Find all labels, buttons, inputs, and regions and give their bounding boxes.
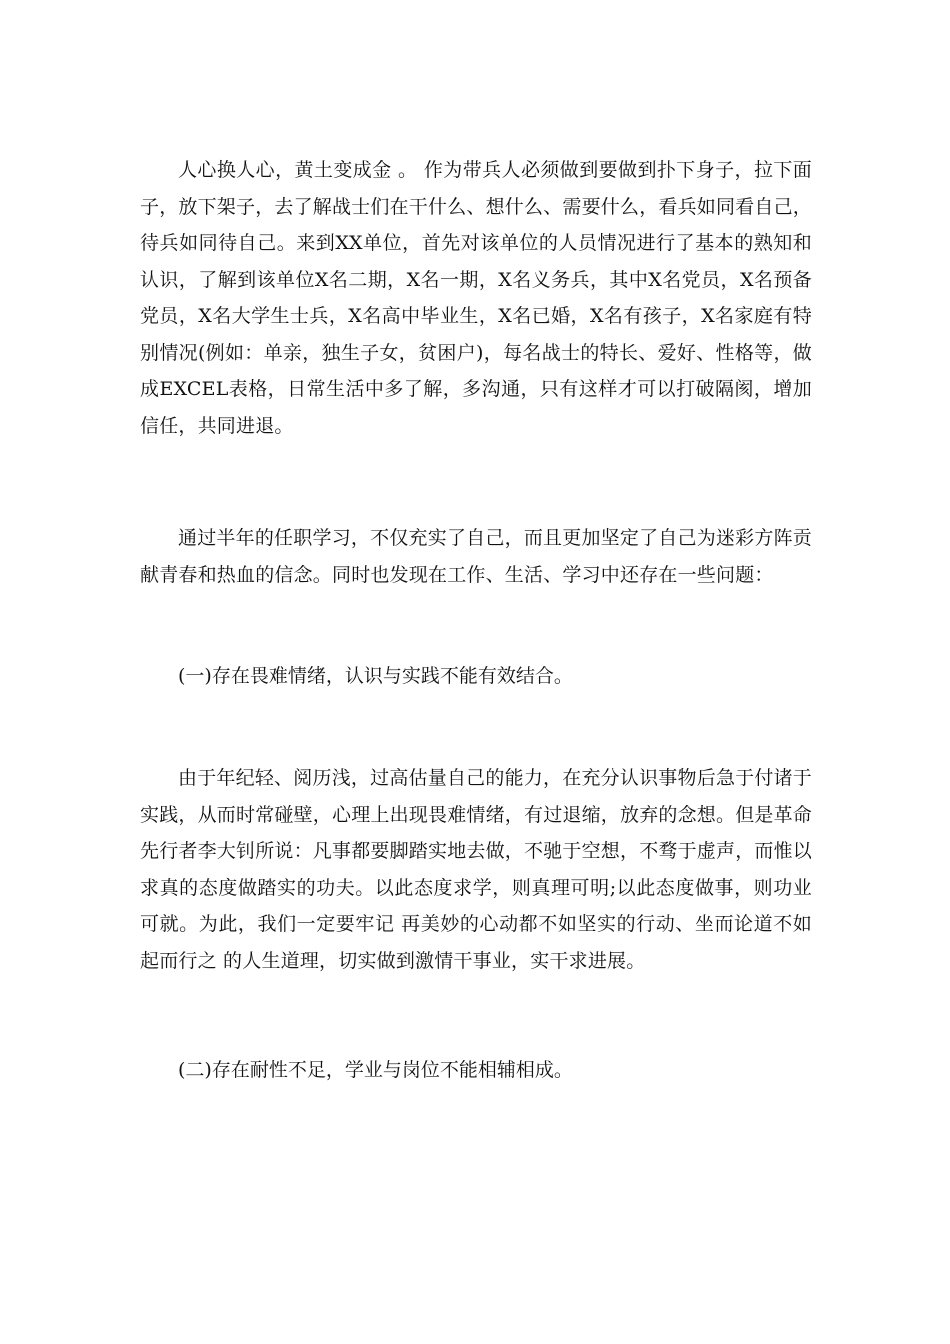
paragraph-trust-building: 人心换人心，黄土变成金 。 作为带兵人必须做到要做到扑下身子，拉下面子，放下架子，去了解战士们在干什么、想什么、需要什么，看兵如同看自己，待兵如同待自己。来到XX单位，首先对该单位的人员情况进行了基本的熟知和认识，了解到该单位X名二期，X名一期，X名义务兵，其中X名党员，X名预备党员，X名大学生士兵，X名高中毕业生，X名已婚，X名有孩子，X名家庭有特别情况(例如：单亲，独生子女，贫困户)，每名战士的特长、爱好、性格等，做成EXCEL表格，日常生活中多了解，多沟通，只有这样才可以打破隔阂，增加信任，共同进退。 xyxy=(140,159,813,437)
section-heading-2: (二)存在耐性不足，学业与岗位不能相辅相成。 xyxy=(178,1059,573,1081)
section-heading-1: (一)存在畏难情绪，认识与实践不能有效结合。 xyxy=(178,665,573,687)
paragraph-fear-difficulty: 由于年纪轻、阅历浅，过高估量自己的能力，在充分认识事物后急于付诸于实践，从而时常碰壁，心理上出现畏难情绪，有过退缩，放弃的念想。但是革命先行者李大钊所说：凡事都要脚踏实地去做，不驰于空想，不骛于虚声，而惟以求真的态度做踏实的功夫。以此态度求学，则真理可明;以此态度做事，则功业可就。为此，我们一定要牢记 再美妙的心动都不如坚实的行动、坐而论道不如起而行之 的人生道理，切实做到激情干事业，实干求进展。 xyxy=(140,767,813,972)
paragraph-half-year-study: 通过半年的任职学习，不仅充实了自己，而且更加坚定了自己为迷彩方阵贡献青春和热血的信念。同时也发现在工作、生活、学习中还存在一些问题： xyxy=(140,527,812,586)
